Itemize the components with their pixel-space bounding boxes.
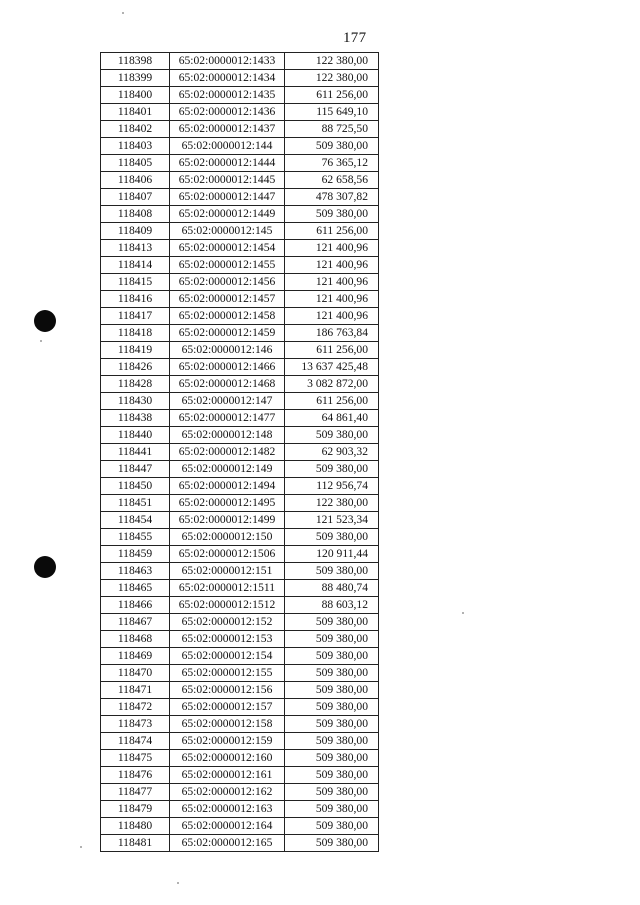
value-cell: 509 380,00 (285, 733, 379, 750)
record-number-cell: 118459 (101, 546, 170, 563)
value-cell: 122 380,00 (285, 70, 379, 87)
value-cell: 509 380,00 (285, 563, 379, 580)
value-cell: 122 380,00 (285, 495, 379, 512)
record-number-cell: 118414 (101, 257, 170, 274)
cadastral-number-cell: 65:02:0000012:1455 (170, 257, 285, 274)
value-cell: 509 380,00 (285, 767, 379, 784)
cadastral-number-cell: 65:02:0000012:154 (170, 648, 285, 665)
cadastral-number-cell: 65:02:0000012:1454 (170, 240, 285, 257)
value-cell: 509 380,00 (285, 750, 379, 767)
cadastral-number-cell: 65:02:0000012:1477 (170, 410, 285, 427)
value-cell: 509 380,00 (285, 631, 379, 648)
cadastral-number-cell: 65:02:0000012:1459 (170, 325, 285, 342)
table-row (101, 308, 379, 325)
table-row (101, 699, 379, 716)
record-number-cell: 118428 (101, 376, 170, 393)
table-row (101, 648, 379, 665)
table-row (101, 767, 379, 784)
cadastral-number-cell: 65:02:0000012:1436 (170, 104, 285, 121)
punch-hole (34, 310, 56, 332)
value-cell: 62 658,56 (285, 172, 379, 189)
record-number-cell: 118455 (101, 529, 170, 546)
table-row (101, 801, 379, 818)
cadastral-number-cell: 65:02:0000012:150 (170, 529, 285, 546)
cadastral-number-cell: 65:02:0000012:1437 (170, 121, 285, 138)
table-row (101, 716, 379, 733)
record-number-cell: 118450 (101, 478, 170, 495)
table-body (101, 53, 379, 852)
table-row (101, 478, 379, 495)
value-cell: 112 956,74 (285, 478, 379, 495)
scan-speck (122, 12, 124, 14)
table-row (101, 189, 379, 206)
value-cell: 88 480,74 (285, 580, 379, 597)
cadastral-number-cell: 65:02:0000012:1506 (170, 546, 285, 563)
table-row (101, 818, 379, 835)
cadastral-number-cell: 65:02:0000012:1434 (170, 70, 285, 87)
table-row (101, 614, 379, 631)
cadastral-table (100, 52, 379, 852)
record-number-cell: 118401 (101, 104, 170, 121)
cadastral-number-cell: 65:02:0000012:145 (170, 223, 285, 240)
cadastral-number-cell: 65:02:0000012:1512 (170, 597, 285, 614)
cadastral-number-cell: 65:02:0000012:1433 (170, 53, 285, 70)
record-number-cell: 118419 (101, 342, 170, 359)
table-row (101, 172, 379, 189)
cadastral-number-cell: 65:02:0000012:1468 (170, 376, 285, 393)
cadastral-number-cell: 65:02:0000012:158 (170, 716, 285, 733)
value-cell: 120 911,44 (285, 546, 379, 563)
table-row (101, 495, 379, 512)
value-cell: 509 380,00 (285, 648, 379, 665)
cadastral-number-cell: 65:02:0000012:1499 (170, 512, 285, 529)
table-row (101, 87, 379, 104)
record-number-cell: 118471 (101, 682, 170, 699)
record-number-cell: 118403 (101, 138, 170, 155)
cadastral-number-cell: 65:02:0000012:1456 (170, 274, 285, 291)
table-row (101, 104, 379, 121)
table-row (101, 138, 379, 155)
value-cell: 509 380,00 (285, 138, 379, 155)
cadastral-number-cell: 65:02:0000012:155 (170, 665, 285, 682)
table-row (101, 291, 379, 308)
value-cell: 509 380,00 (285, 529, 379, 546)
value-cell: 121 400,96 (285, 308, 379, 325)
cadastral-number-cell: 65:02:0000012:1445 (170, 172, 285, 189)
table-row (101, 784, 379, 801)
table-row (101, 70, 379, 87)
value-cell: 509 380,00 (285, 835, 379, 852)
record-number-cell: 118468 (101, 631, 170, 648)
value-cell: 611 256,00 (285, 342, 379, 359)
value-cell: 509 380,00 (285, 665, 379, 682)
record-number-cell: 118399 (101, 70, 170, 87)
table-row (101, 155, 379, 172)
cadastral-number-cell: 65:02:0000012:156 (170, 682, 285, 699)
value-cell: 88 603,12 (285, 597, 379, 614)
table-row (101, 835, 379, 852)
punch-hole (34, 556, 56, 578)
value-cell: 478 307,82 (285, 189, 379, 206)
table-row (101, 342, 379, 359)
record-number-cell: 118476 (101, 767, 170, 784)
table-row (101, 359, 379, 376)
cadastral-number-cell: 65:02:0000012:164 (170, 818, 285, 835)
record-number-cell: 118438 (101, 410, 170, 427)
record-number-cell: 118409 (101, 223, 170, 240)
value-cell: 509 380,00 (285, 699, 379, 716)
table-row (101, 376, 379, 393)
table-row (101, 274, 379, 291)
cadastral-number-cell: 65:02:0000012:162 (170, 784, 285, 801)
value-cell: 509 380,00 (285, 427, 379, 444)
table-row (101, 444, 379, 461)
record-number-cell: 118467 (101, 614, 170, 631)
table-row (101, 546, 379, 563)
cadastral-number-cell: 65:02:0000012:165 (170, 835, 285, 852)
scan-speck (462, 612, 464, 614)
record-number-cell: 118406 (101, 172, 170, 189)
record-number-cell: 118405 (101, 155, 170, 172)
record-number-cell: 118398 (101, 53, 170, 70)
table-row (101, 206, 379, 223)
record-number-cell: 118475 (101, 750, 170, 767)
cadastral-number-cell: 65:02:0000012:1466 (170, 359, 285, 376)
record-number-cell: 118417 (101, 308, 170, 325)
scan-speck (80, 846, 82, 848)
cadastral-number-cell: 65:02:0000012:157 (170, 699, 285, 716)
value-cell: 121 523,34 (285, 512, 379, 529)
table-row (101, 223, 379, 240)
value-cell: 13 637 425,48 (285, 359, 379, 376)
cadastral-number-cell: 65:02:0000012:151 (170, 563, 285, 580)
cadastral-number-cell: 65:02:0000012:159 (170, 733, 285, 750)
table-row (101, 682, 379, 699)
record-number-cell: 118418 (101, 325, 170, 342)
table-row (101, 580, 379, 597)
table-row (101, 121, 379, 138)
record-number-cell: 118408 (101, 206, 170, 223)
table-row (101, 410, 379, 427)
record-number-cell: 118400 (101, 87, 170, 104)
cadastral-number-cell: 65:02:0000012:153 (170, 631, 285, 648)
value-cell: 509 380,00 (285, 206, 379, 223)
cadastral-number-cell: 65:02:0000012:1511 (170, 580, 285, 597)
record-number-cell: 118479 (101, 801, 170, 818)
record-number-cell: 118451 (101, 495, 170, 512)
value-cell: 121 400,96 (285, 274, 379, 291)
cadastral-number-cell: 65:02:0000012:161 (170, 767, 285, 784)
table-row (101, 325, 379, 342)
value-cell: 64 861,40 (285, 410, 379, 427)
cadastral-number-cell: 65:02:0000012:152 (170, 614, 285, 631)
cadastral-number-cell: 65:02:0000012:144 (170, 138, 285, 155)
value-cell: 115 649,10 (285, 104, 379, 121)
record-number-cell: 118463 (101, 563, 170, 580)
record-number-cell: 118441 (101, 444, 170, 461)
value-cell: 611 256,00 (285, 223, 379, 240)
value-cell: 509 380,00 (285, 614, 379, 631)
table-row (101, 393, 379, 410)
cadastral-number-cell: 65:02:0000012:146 (170, 342, 285, 359)
table-row (101, 427, 379, 444)
cadastral-number-cell: 65:02:0000012:148 (170, 427, 285, 444)
table-row (101, 53, 379, 70)
record-number-cell: 118481 (101, 835, 170, 852)
record-number-cell: 118402 (101, 121, 170, 138)
record-number-cell: 118466 (101, 597, 170, 614)
table-row (101, 631, 379, 648)
value-cell: 509 380,00 (285, 461, 379, 478)
value-cell: 509 380,00 (285, 801, 379, 818)
value-cell: 186 763,84 (285, 325, 379, 342)
value-cell: 121 400,96 (285, 257, 379, 274)
record-number-cell: 118474 (101, 733, 170, 750)
value-cell: 121 400,96 (285, 240, 379, 257)
record-number-cell: 118407 (101, 189, 170, 206)
value-cell: 3 082 872,00 (285, 376, 379, 393)
cadastral-number-cell: 65:02:0000012:1444 (170, 155, 285, 172)
value-cell: 76 365,12 (285, 155, 379, 172)
value-cell: 611 256,00 (285, 393, 379, 410)
record-number-cell: 118465 (101, 580, 170, 597)
scan-speck (40, 340, 42, 342)
record-number-cell: 118470 (101, 665, 170, 682)
record-number-cell: 118415 (101, 274, 170, 291)
value-cell: 509 380,00 (285, 682, 379, 699)
table-row (101, 512, 379, 529)
record-number-cell: 118472 (101, 699, 170, 716)
value-cell: 88 725,50 (285, 121, 379, 138)
cadastral-number-cell: 65:02:0000012:160 (170, 750, 285, 767)
record-number-cell: 118430 (101, 393, 170, 410)
value-cell: 121 400,96 (285, 291, 379, 308)
table-row (101, 461, 379, 478)
scan-speck (177, 882, 179, 884)
page-number: 177 (343, 30, 367, 46)
record-number-cell: 118447 (101, 461, 170, 478)
table-row (101, 733, 379, 750)
cadastral-number-cell: 65:02:0000012:1495 (170, 495, 285, 512)
record-number-cell: 118416 (101, 291, 170, 308)
record-number-cell: 118477 (101, 784, 170, 801)
table-row (101, 240, 379, 257)
cadastral-number-cell: 65:02:0000012:1482 (170, 444, 285, 461)
table-row (101, 750, 379, 767)
record-number-cell: 118469 (101, 648, 170, 665)
value-cell: 509 380,00 (285, 716, 379, 733)
record-number-cell: 118454 (101, 512, 170, 529)
cadastral-number-cell: 65:02:0000012:1447 (170, 189, 285, 206)
record-number-cell: 118473 (101, 716, 170, 733)
cadastral-number-cell: 65:02:0000012:1435 (170, 87, 285, 104)
value-cell: 509 380,00 (285, 784, 379, 801)
table-row (101, 597, 379, 614)
value-cell: 611 256,00 (285, 87, 379, 104)
cadastral-number-cell: 65:02:0000012:1457 (170, 291, 285, 308)
cadastral-number-cell: 65:02:0000012:1458 (170, 308, 285, 325)
cadastral-number-cell: 65:02:0000012:1449 (170, 206, 285, 223)
value-cell: 62 903,32 (285, 444, 379, 461)
record-number-cell: 118413 (101, 240, 170, 257)
table-row (101, 529, 379, 546)
record-number-cell: 118440 (101, 427, 170, 444)
cadastral-number-cell: 65:02:0000012:149 (170, 461, 285, 478)
record-number-cell: 118426 (101, 359, 170, 376)
cadastral-number-cell: 65:02:0000012:147 (170, 393, 285, 410)
cadastral-number-cell: 65:02:0000012:163 (170, 801, 285, 818)
cadastral-number-cell: 65:02:0000012:1494 (170, 478, 285, 495)
record-number-cell: 118480 (101, 818, 170, 835)
value-cell: 509 380,00 (285, 818, 379, 835)
table-row (101, 665, 379, 682)
table-row (101, 257, 379, 274)
table-row (101, 563, 379, 580)
value-cell: 122 380,00 (285, 53, 379, 70)
